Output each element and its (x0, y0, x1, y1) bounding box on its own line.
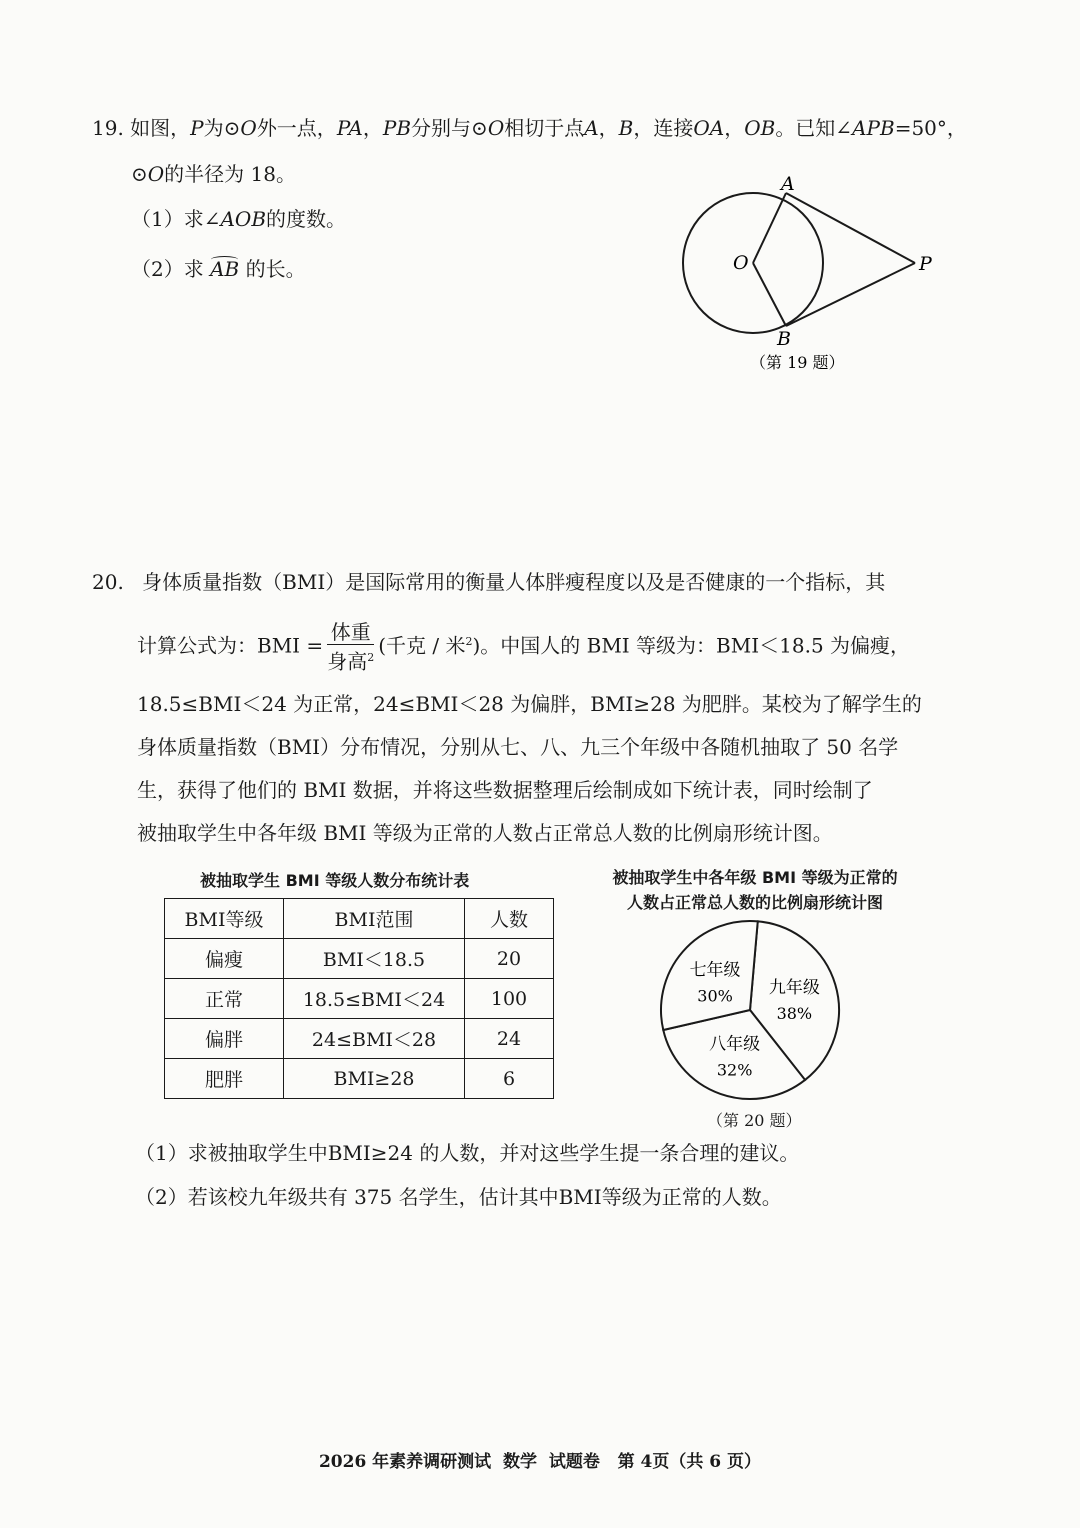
table-cell: 肥胖 (165, 1059, 284, 1099)
pie-title-line2: 人数占正常总人数的比例扇形统计图 (626, 893, 883, 912)
page-footer: 2026 年素养调研测试 数学 试题卷 第 4页（共 6 页） (318, 1452, 762, 1472)
q19-subquestion-2: （2）求 AB 的长。 (131, 257, 306, 281)
q20-subquestion-1: （1）求被抽取学生中BMI≥24 的人数，并对这些学生提一条合理的建议。 (135, 1141, 800, 1165)
table-cell: 偏瘦 (165, 939, 284, 979)
pie-slice-percent: 32% (716, 1060, 753, 1080)
bmi-fraction: $\frac{\text{体重}}{身高^2}$ (327, 619, 375, 674)
label-p: P (919, 253, 932, 275)
q20-stem-line3: 18.5≤BMI＜24 为正常，24≤BMI＜28 为偏胖，BMI≥28 为肥胖。某校为了解学生的 (137, 692, 922, 716)
table-header-row (165, 899, 554, 939)
label-a: A (781, 173, 795, 195)
table-row (165, 979, 554, 1019)
table-header-cell: 人数 (465, 899, 554, 939)
table-header-cell: BMI等级 (165, 899, 284, 939)
table-row (165, 1019, 554, 1059)
table-cell: BMI＜18.5 (284, 939, 465, 979)
bmi-distribution-table (164, 898, 554, 1099)
table-cell: 6 (465, 1059, 554, 1099)
q19-number: 19. (92, 116, 124, 140)
table-cell: BMI≥28 (284, 1059, 465, 1099)
table-cell: 偏胖 (165, 1019, 284, 1059)
q20-subquestion-2: （2）若该校九年级共有 375 名学生，估计其中BMI等级为正常的人数。 (135, 1185, 782, 1209)
q19-caption: （第 19 题） (750, 353, 845, 372)
arc-ab: AB (210, 257, 240, 281)
q19-figure (660, 168, 960, 388)
q19-subquestion-1: （1）求∠AOB的度数。 (131, 207, 347, 231)
pie-title-line1: 被抽取学生中各年级 BMI 等级为正常的 (612, 868, 898, 887)
table-cell: 正常 (165, 979, 284, 1019)
label-b: B (777, 328, 791, 350)
label-o: O (733, 252, 749, 274)
q20-stem-line4: 身体质量指数（BMI）分布情况，分别从七、八、九三个年级中各随机抽取了 50 名学 (137, 735, 899, 759)
table-cell: 20 (465, 939, 554, 979)
pie-chart (655, 915, 845, 1105)
q20-caption: （第 20 题） (707, 1111, 802, 1130)
q20-stem-line5: 生，获得了他们的 BMI 数据，并将这些数据整理后绘制成如下统计表，同时绘制了 (137, 778, 873, 802)
table-row (165, 1059, 554, 1099)
q20-stem-line1: 20. 身体质量指数（BMI）是国际常用的衡量人体胖瘦程度以及是否健康的一个指标，其 (92, 570, 886, 594)
table-cell: 18.5≤BMI＜24 (284, 979, 465, 1019)
pie-slice-percent: 38% (776, 1003, 813, 1023)
table-title: 被抽取学生 BMI 等级人数分布统计表 (200, 871, 470, 890)
pie-slice-category: 七年级 (689, 960, 741, 981)
tangent-pb (786, 263, 915, 326)
table-row (165, 939, 554, 979)
segment-ob (753, 263, 786, 326)
q20-stem-line6: 被抽取学生中各年级 BMI 等级为正常的人数占正常总人数的比例扇形统计图。 (137, 821, 833, 845)
tangent-pa (786, 193, 915, 263)
pie-slice-category: 八年级 (709, 1034, 761, 1055)
q20-formula-line: 计算公式为：BMI = $\frac{\text{体重}}{身高^2}$ (千克 / 米$^2$)。中国人的 BMI 等级为：BMI＜18.5 为偏瘦， (137, 619, 911, 674)
q19-stem-line2: ⊙O的半径为 18。 (131, 162, 296, 186)
table-cell: 24≤BMI＜28 (284, 1019, 465, 1059)
segment-oa (753, 193, 786, 263)
pie-slice-percent: 30% (697, 986, 733, 1006)
pie-slice-category: 九年级 (768, 977, 820, 998)
table-header-cell: BMI范围 (284, 899, 465, 939)
q20-number: 20. (92, 570, 124, 594)
table-cell: 24 (465, 1019, 554, 1059)
table-cell: 100 (465, 979, 554, 1019)
q19-stem-line1: 19. 如图，P为⊙O外一点，PA，PB分别与⊙O相切于点A，B，连接OA，OB。已知∠APB=50°， (92, 116, 967, 140)
